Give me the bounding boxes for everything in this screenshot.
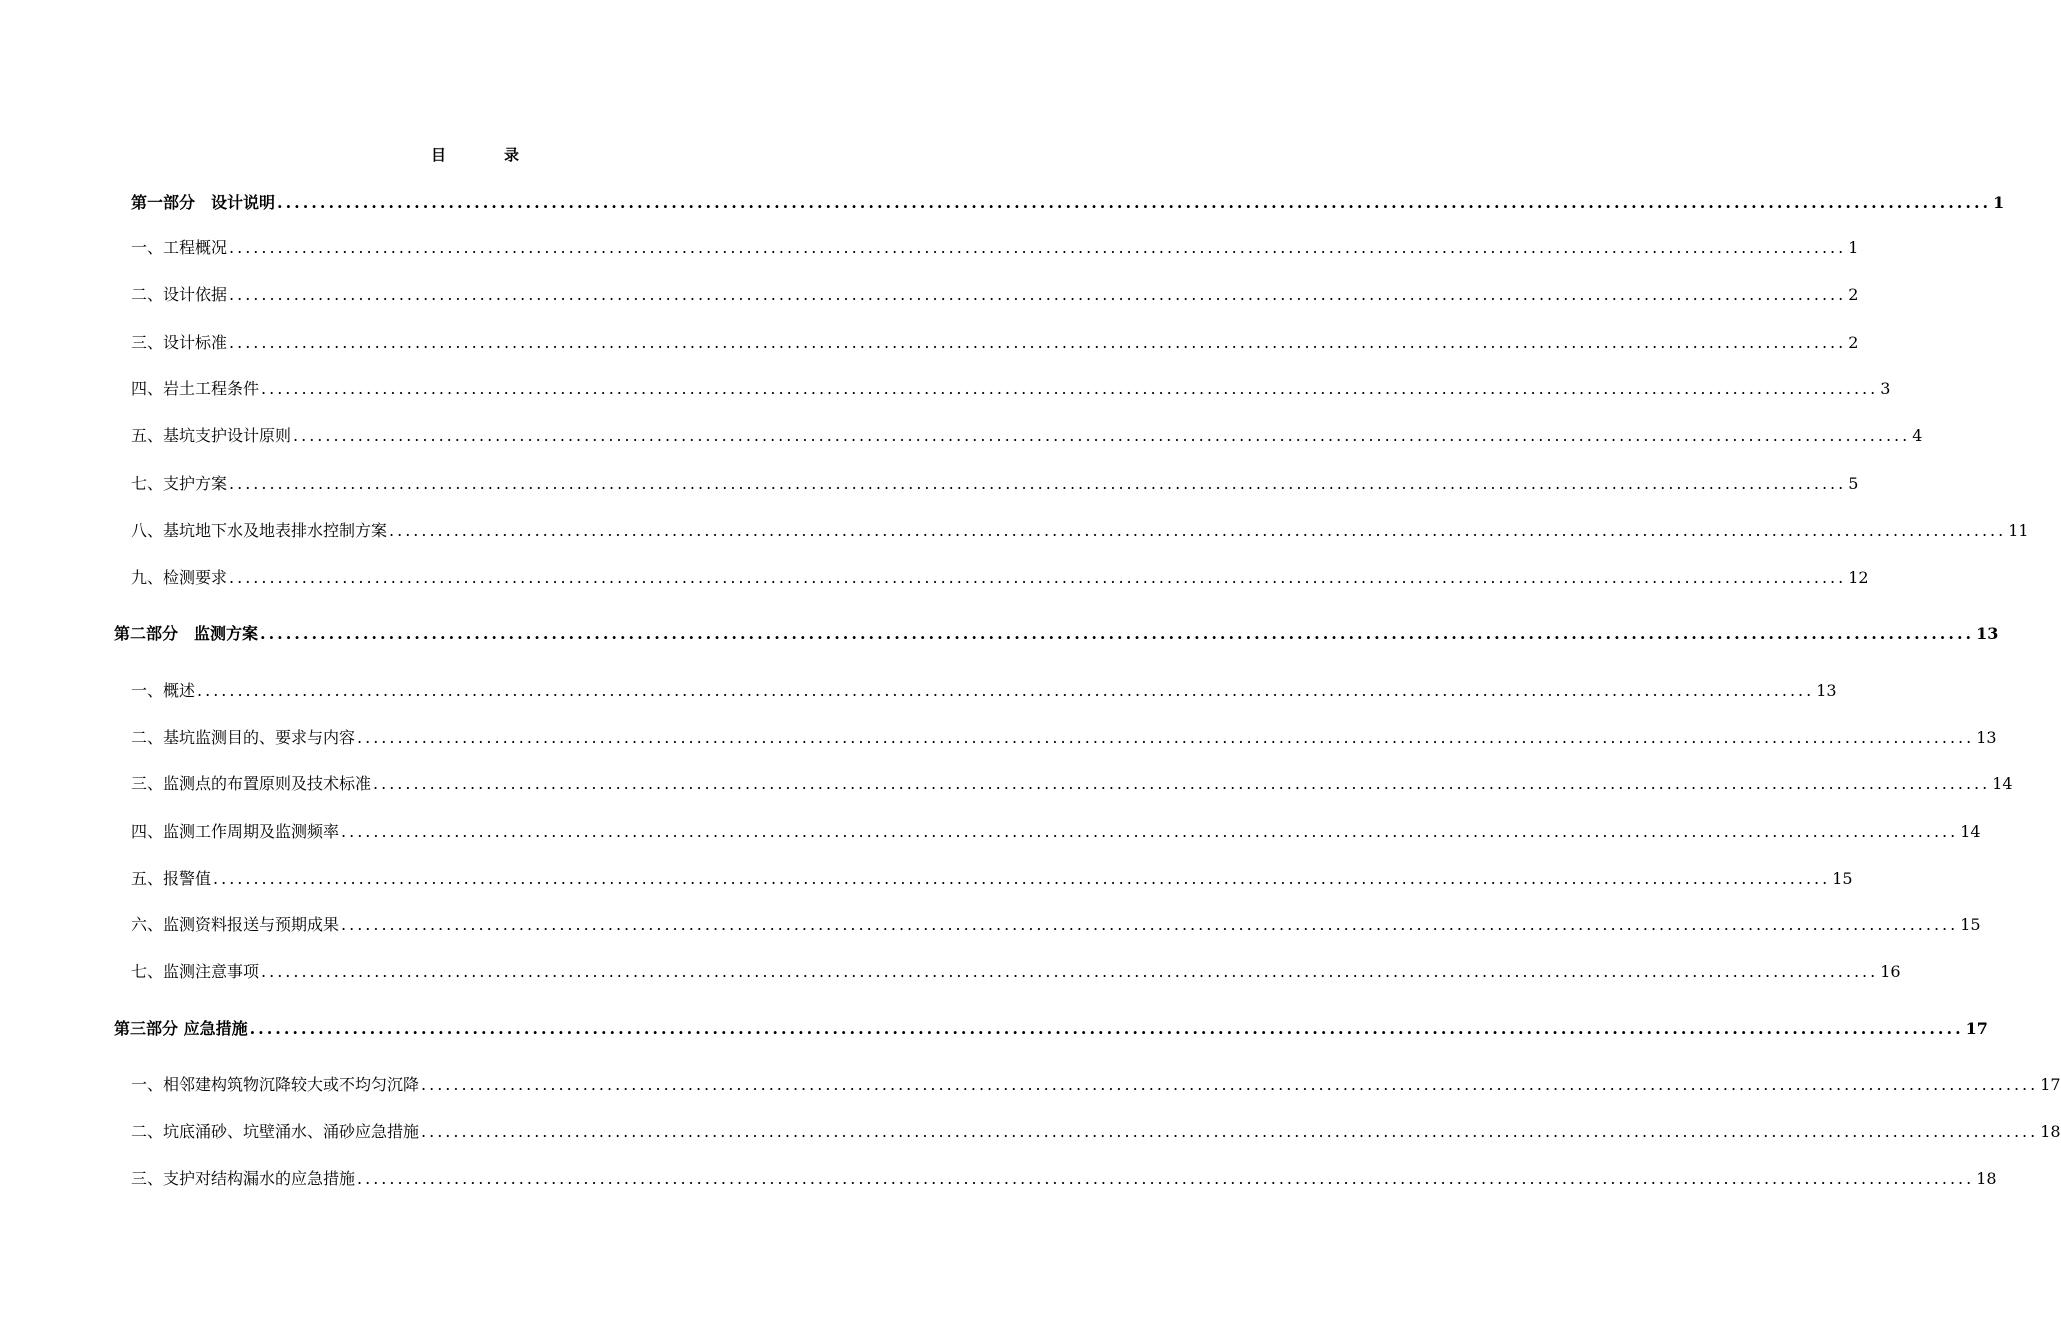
toc-page-number: 13: [1976, 624, 1999, 643]
toc-entry-label: 一、工程概况: [131, 238, 228, 257]
toc-leader-dots: ........................................................................................................................................................................................................: [357, 1169, 1975, 1188]
toc-entry[interactable]: [131, 772, 2013, 796]
toc-page-number: 16: [1880, 962, 1901, 981]
toc-part-entry[interactable]: [131, 191, 2005, 215]
toc-leader-dots: ........................................................................................................................................................................................................: [229, 568, 1847, 587]
toc-leader-dots: ........................................................................................................................................................................................................: [357, 728, 1975, 747]
toc-leader-dots: ........................................................................................................................................................................................................: [197, 681, 1815, 700]
toc-page-number: 3: [1880, 379, 1891, 398]
toc-entry[interactable]: [131, 283, 1859, 307]
toc-entry-label: 一、相邻建构筑物沉降较大或不均匀沉降: [131, 1075, 420, 1094]
toc-title-char-2: 录: [504, 146, 520, 164]
toc-page-number: 15: [1832, 869, 1853, 888]
toc-entry-label: 第三部分 应急措施: [114, 1019, 248, 1038]
toc-part-entry[interactable]: [114, 1017, 1988, 1041]
toc-entry[interactable]: [131, 960, 1901, 984]
toc-entry[interactable]: [131, 566, 1869, 590]
toc-page-number: 4: [1912, 426, 1923, 445]
toc-leader-dots: ........................................................................................................................................................................................................: [389, 521, 2007, 540]
toc-entry[interactable]: [131, 424, 1923, 448]
toc-leader-dots: ........................................................................................................................................................................................................: [341, 822, 1959, 841]
toc-entry-label: 四、监测工作周期及监测频率: [131, 822, 340, 841]
toc-page-number: 2: [1848, 285, 1859, 304]
toc-entry-label: 二、设计依据: [131, 285, 228, 304]
toc-leader-dots: ........................................................................................................................................................................................................: [421, 1122, 2039, 1141]
toc-entry-label: 六、监测资料报送与预期成果: [131, 915, 340, 934]
toc-page-number: 17: [2040, 1075, 2061, 1094]
toc-leader-dots: ........................................................................................................................................................................................................: [229, 333, 1847, 352]
toc-page-number: 13: [1816, 681, 1837, 700]
toc-entry[interactable]: [131, 820, 1981, 844]
toc-entry-label: 三、监测点的布置原则及技术标准: [131, 774, 372, 793]
toc-entry[interactable]: [131, 519, 2029, 543]
toc-entry[interactable]: [131, 679, 1837, 703]
toc-leader-dots: ........................................................................................................................................................................................................: [293, 426, 1911, 445]
toc-leader-dots: ........................................................................................................................................................................................................: [229, 474, 1847, 493]
toc-entry-label: 一、概述: [131, 681, 196, 700]
toc-entry[interactable]: [131, 1167, 1997, 1191]
toc-entry-label: 二、坑底涌砂、坑壁涌水、涌砂应急措施: [131, 1122, 420, 1141]
toc-page-number: 1: [1993, 193, 2005, 212]
toc-page-number: 14: [1992, 774, 2013, 793]
toc-entry[interactable]: [131, 726, 1997, 750]
toc-entry[interactable]: [131, 913, 1981, 937]
toc-page-number: 11: [2008, 521, 2029, 540]
toc-page-number: 12: [1848, 568, 1869, 587]
toc-entry[interactable]: [131, 867, 1853, 891]
toc-entry[interactable]: [131, 236, 1859, 260]
toc-page-number: 17: [1965, 1019, 1988, 1038]
toc-leader-dots: ........................................................................................................................................................................................................: [249, 1019, 1964, 1038]
toc-title: [0, 144, 950, 165]
toc-leader-dots: ........................................................................................................................................................................................................: [261, 962, 1879, 981]
toc-entry[interactable]: [131, 377, 1891, 401]
toc-leader-dots: ........................................................................................................................................................................................................: [341, 915, 1959, 934]
toc-leader-dots: ........................................................................................................................................................................................................: [260, 624, 1975, 643]
toc-entry[interactable]: [131, 331, 1859, 355]
toc-entry-label: 七、监测注意事项: [131, 962, 260, 981]
toc-page-number: 18: [2040, 1122, 2061, 1141]
toc-leader-dots: ........................................................................................................................................................................................................: [421, 1075, 2039, 1094]
toc-entry-label: 四、岩土工程条件: [131, 379, 260, 398]
toc-entry-label: 五、基坑支护设计原则: [131, 426, 292, 445]
toc-entry-label: 第二部分 监测方案: [114, 624, 259, 643]
toc-entry[interactable]: [131, 472, 1859, 496]
toc-entry-label: 七、支护方案: [131, 474, 228, 493]
toc-entry-label: 八、基坑地下水及地表排水控制方案: [131, 521, 388, 540]
toc-entry[interactable]: [131, 1073, 2061, 1097]
toc-title-char-1: 目: [430, 146, 446, 164]
toc-entry-label: 九、检测要求: [131, 568, 228, 587]
toc-entry-label: 五、报警值: [131, 869, 212, 888]
toc-leader-dots: ........................................................................................................................................................................................................: [261, 379, 1879, 398]
toc-entry[interactable]: [131, 1120, 2061, 1144]
toc-entry-label: 三、支护对结构漏水的应急措施: [131, 1169, 356, 1188]
toc-leader-dots: ........................................................................................................................................................................................................: [229, 238, 1847, 257]
toc-page-number: 1: [1848, 238, 1859, 257]
toc-page-number: 5: [1848, 474, 1859, 493]
toc-leader-dots: ........................................................................................................................................................................................................: [229, 285, 1847, 304]
toc-leader-dots: ........................................................................................................................................................................................................: [373, 774, 1991, 793]
toc-entry-label: 二、基坑监测目的、要求与内容: [131, 728, 356, 747]
toc-page-number: 15: [1960, 915, 1981, 934]
toc-page-number: 18: [1976, 1169, 1997, 1188]
toc-leader-dots: ........................................................................................................................................................................................................: [277, 193, 1992, 212]
toc-page-number: 13: [1976, 728, 1997, 747]
toc-entry-label: 第一部分 设计说明: [131, 193, 276, 212]
toc-page-number: 14: [1960, 822, 1981, 841]
toc-entry-label: 三、设计标准: [131, 333, 228, 352]
toc-part-entry[interactable]: [114, 622, 1999, 646]
toc-leader-dots: ........................................................................................................................................................................................................: [213, 869, 1831, 888]
toc-page-number: 2: [1848, 333, 1859, 352]
